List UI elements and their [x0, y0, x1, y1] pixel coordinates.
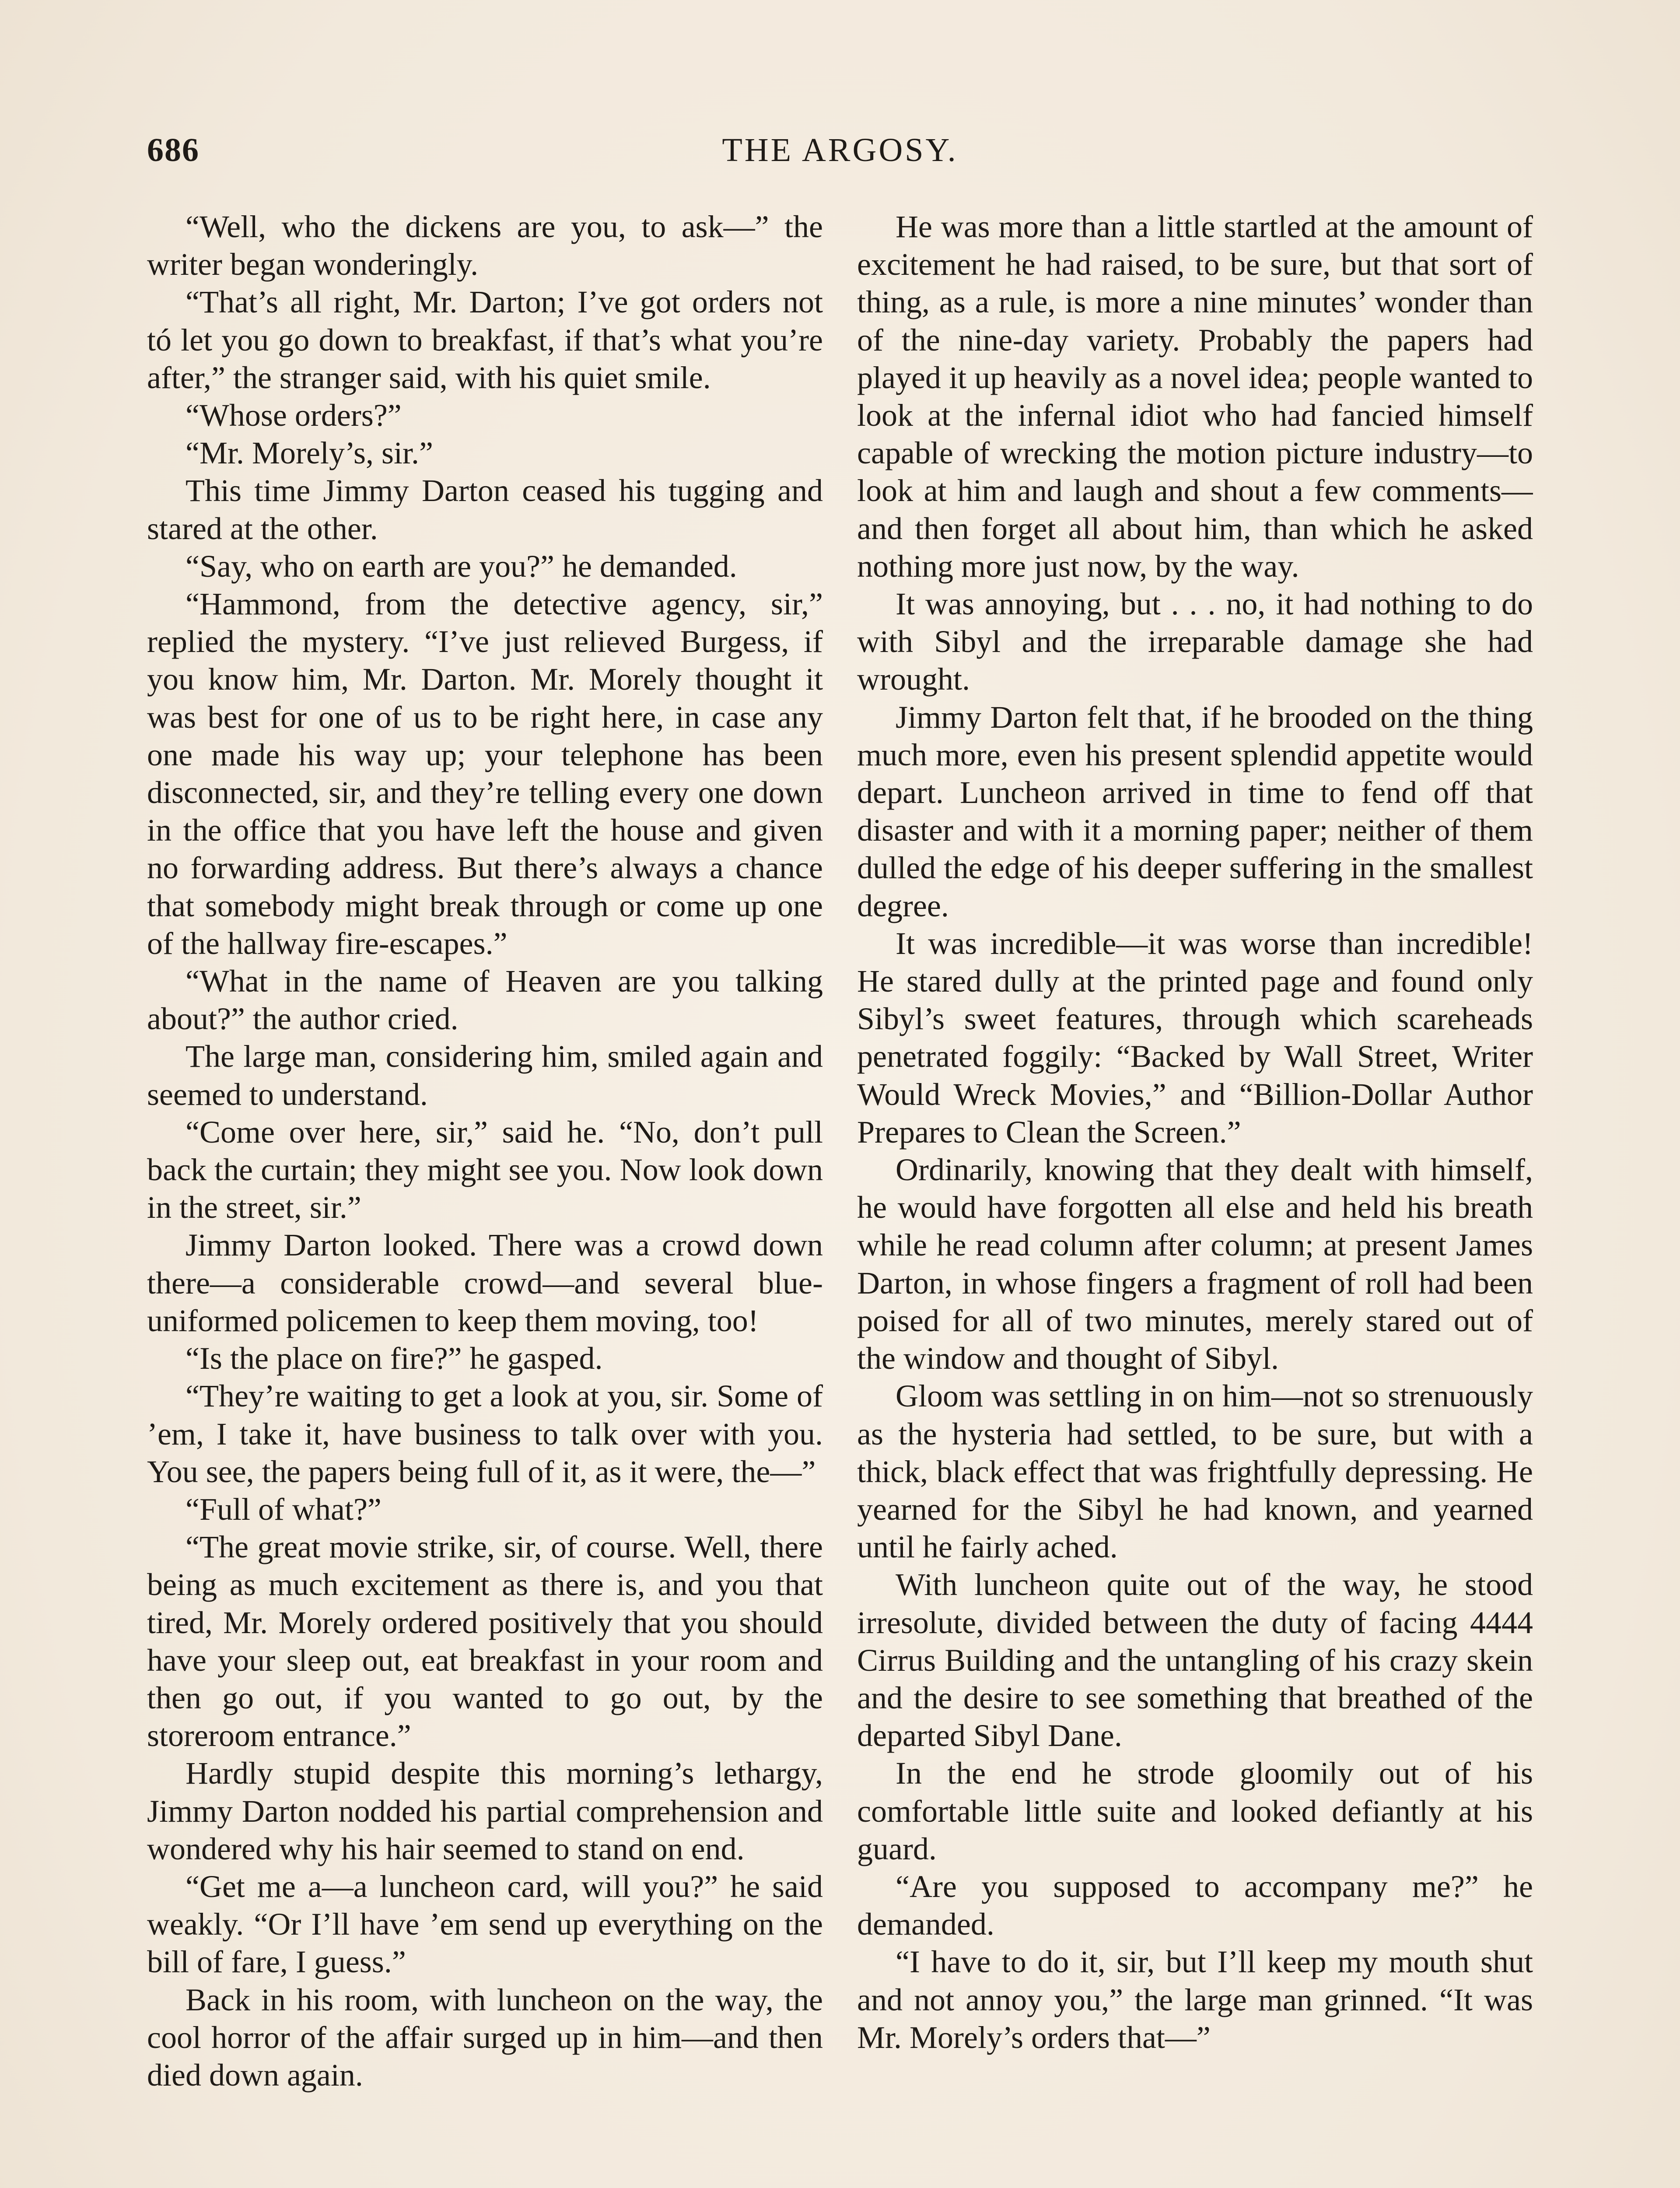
paragraph: “Well, who the dickens are you, to ask—” the writer began wonderingly. — [147, 209, 823, 282]
paragraph: “Hammond, from the detective agency, sir,” replied the mystery. “I’ve just relieved Burgess, if you know him, Mr. Darton. Mr. Morely thought it was best for one of us to be right here, in case any one made his way up; your telephone has been disconnected, sir, and they’re telling every one down in the office that you have left the house and given no forwarding address. But there’s always a chance that somebody might break through or come up one of the hallway fire-escapes.” — [147, 586, 823, 961]
paragraph: “I have to do it, sir, but I’ll keep my mouth shut and not annoy you,” the large man grinned. “It was Mr. Morely’s orders that—” — [857, 1944, 1533, 2055]
page-number: 686 — [147, 132, 200, 168]
paragraph: It was annoying, but . . . no, it had nothing to do with Sibyl and the irreparable damage she had wrought. — [857, 586, 1533, 697]
paragraph: “Are you supposed to accompany me?” he demanded. — [857, 1869, 1533, 1942]
text-columns — [147, 208, 1533, 2188]
paragraph: Hardly stupid despite this morning’s lethargy, Jimmy Darton nodded his partial comprehension and wondered why his hair seemed to stand on end. — [147, 1756, 823, 1866]
paragraph: Ordinarily, knowing that they dealt with himself, he would have forgotten all else and held his breath while he read column after column; at present James Darton, in whose fingers a fragment of roll had been poised for all of two minutes, merely stared out of the window and thought of Sibyl. — [857, 1152, 1533, 1376]
paragraph: “Say, who on earth are you?” he demanded. — [186, 548, 737, 584]
paragraph: This time Jimmy Darton ceased his tugging and stared at the other. — [147, 473, 823, 546]
paragraph: The large man, considering him, smiled again and seemed to understand. — [147, 1039, 823, 1112]
paragraph: Back in his room, with luncheon on the way, the cool horror of the affair surged up in him—and then died down again. — [147, 1982, 823, 2093]
paragraph: “Get me a—a luncheon card, will you?” he said weakly. “Or I’ll have ’em send up everything on the bill of fare, I guess.” — [147, 1869, 823, 1980]
paragraph: “The great movie strike, sir, of course. Well, there being as much excitement as there is, and you that tired, Mr. Morely ordered positively that you should have your sleep out, eat breakfast in your room and then go out, if you wanted to go out, by the storeroom entrance.” — [147, 1529, 823, 1753]
paragraph: “What in the name of Heaven are you talking about?” the author cried. — [147, 964, 823, 1037]
paragraph: “They’re waiting to get a look at you, sir. Some of ’em, I take it, have business to talk over with you. You see, the papers being full of it, as it were, the—” — [147, 1378, 823, 1489]
paragraph: In the end he strode gloomily out of his comfortable little suite and looked defiantly at his guard. — [857, 1756, 1533, 1866]
paragraph: It was incredible—it was worse than incredible! He stared dully at the printed page and found only Sibyl’s sweet features, through which scareheads penetrated foggily: “Backed by Wall Street, Writer Would Wreck Movies,” and “Billion-Dollar Author Prepares to Clean the Screen.” — [857, 926, 1533, 1150]
running-title: THE ARGOSY. — [722, 132, 958, 168]
paragraph: “Mr. Morely’s, sir.” — [186, 435, 433, 471]
paragraph: “Come over here, sir,” said he. “No, don’t pull back the curtain; they might see you. Now look down in the street, sir.” — [147, 1114, 823, 1225]
paragraph: Gloom was settling in on him—not so strenuously as the hysteria had settled, to be sure, but with a thick, black effect that was frightfully depressing. He yearned for the Sibyl he had known, and yearned until he fairly ached. — [857, 1378, 1533, 1565]
paragraph: With luncheon quite out of the way, he stood irresolute, divided between the duty of facing 4444 Cirrus Building and the untangling of his crazy skein and the desire to see something that breathed of the departed Sibyl Dane. — [857, 1567, 1533, 1753]
paragraph: Jimmy Darton felt that, if he brooded on the thing much more, even his present splendid appetite would depart. Luncheon arrived in time to fend off that disaster and with it a morning paper; neither of them dulled the edge of his deeper suffering in the smallest degree. — [857, 699, 1533, 923]
right-column — [857, 208, 1533, 2188]
paragraph: Jimmy Darton looked. There was a crowd down there—a considerable crowd—and several blue-uniformed policemen to keep them moving, too! — [147, 1227, 823, 1338]
paragraph: “That’s all right, Mr. Darton; I’ve got orders not tó let you go down to breakfast, if that’s what you’re after,” the stranger said, with his quiet smile. — [147, 284, 823, 395]
paragraph: “Full of what?” — [186, 1491, 382, 1527]
paragraph: He was more than a little startled at the amount of excitement he had raised, to be sure, but that sort of thing, as a rule, is more a nine minutes’ wonder than of the nine-day variety. Probably the papers had played it up heavily as a novel idea; people wanted to look at the infernal idiot who had fancied himself capable of wrecking the motion picture industry—to look at him and laugh and shout a few comments—and then forget all about him, than which he asked nothing more just now, by the way. — [857, 209, 1533, 584]
paragraph: “Is the place on fire?” he gasped. — [186, 1341, 603, 1376]
left-column — [147, 208, 823, 2188]
paragraph: “Whose orders?” — [186, 398, 402, 433]
page-header — [147, 131, 1533, 179]
